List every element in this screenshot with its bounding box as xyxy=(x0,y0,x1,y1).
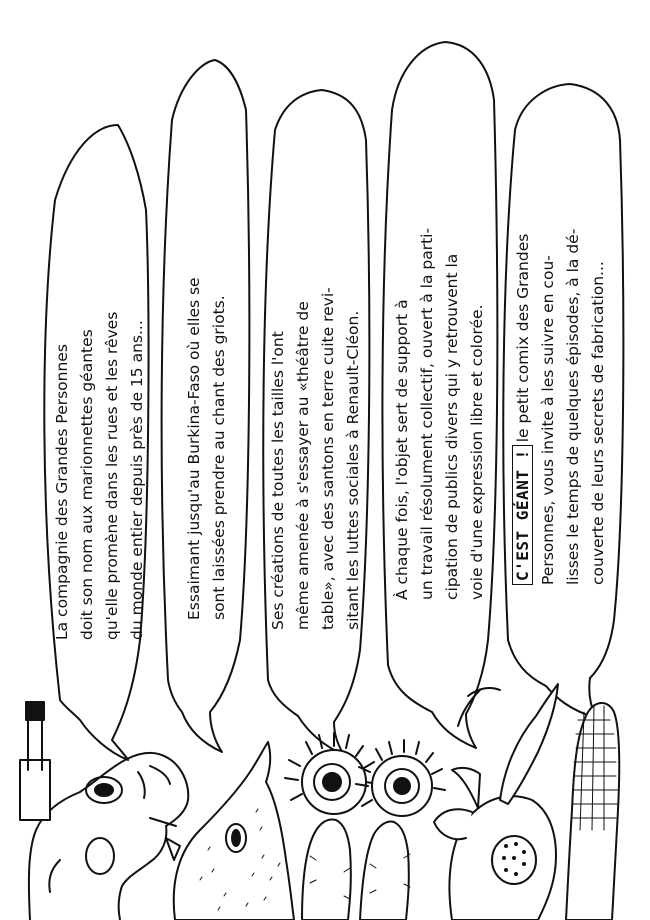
balloon-2-line: Essaimant jusqu'au Burkina-Faso où elles se xyxy=(185,277,203,620)
balloon-5-line: lisses le temps de quelques épisodes, à la dé- xyxy=(564,228,582,585)
balloon-4-text xyxy=(390,228,490,600)
balloon-4-line: voie d'une expression libre et colorée. xyxy=(468,304,486,600)
balloon-1-line: qu'elle promène dans les rues et les rêves xyxy=(103,311,121,640)
balloon-2-text xyxy=(182,277,232,620)
balloon-5-line-text: le petit comix des Grandes xyxy=(514,233,532,443)
eye-creatures-illustration xyxy=(285,733,445,920)
balloon-4-line: cipation de publics divers qui y retrouvent la xyxy=(443,253,461,600)
balloon-3-line: Ses créations de toutes les tailles l'ont xyxy=(269,331,287,630)
balloon-3-line: sitant les luttes sociales à Renault-Cléon. xyxy=(344,310,362,630)
balloon-1-line: doit son nom aux marionnettes géantes xyxy=(78,329,96,640)
balloon-3-line: même amenée à s'essayer au «théâtre de xyxy=(294,301,312,630)
balloon-5-line xyxy=(510,229,536,585)
paintbrush-illustration xyxy=(566,703,619,920)
balloon-1-line: du monde entier depuis près de 15 ans... xyxy=(128,320,146,640)
balloon-1-line: La compagnie des Grandes Personnes xyxy=(53,344,71,640)
balloon-5-line: Personnes, vous invite à les suivre en cou- xyxy=(539,255,557,585)
balloon-4-line: un travail résolument collectif, ouvert à la parti- xyxy=(418,227,436,600)
balloon-1-text xyxy=(50,312,150,640)
balloon-3-line: table», avec des santons en terre cuite revi- xyxy=(319,287,337,630)
balloon-5-text xyxy=(510,229,611,585)
balloon-3-text xyxy=(266,287,366,630)
cest-geant-shout: C'EST GÉANT ! xyxy=(512,445,533,585)
balloon-4-line: À chaque fois, l'objet sert de support à xyxy=(393,299,411,600)
balloon-5-line: couverte de leurs secrets de fabrication... xyxy=(589,261,607,585)
balloon-2-line: sont laissées prendre au chant des griots. xyxy=(210,295,228,620)
creature-puppet-illustration xyxy=(166,742,294,920)
